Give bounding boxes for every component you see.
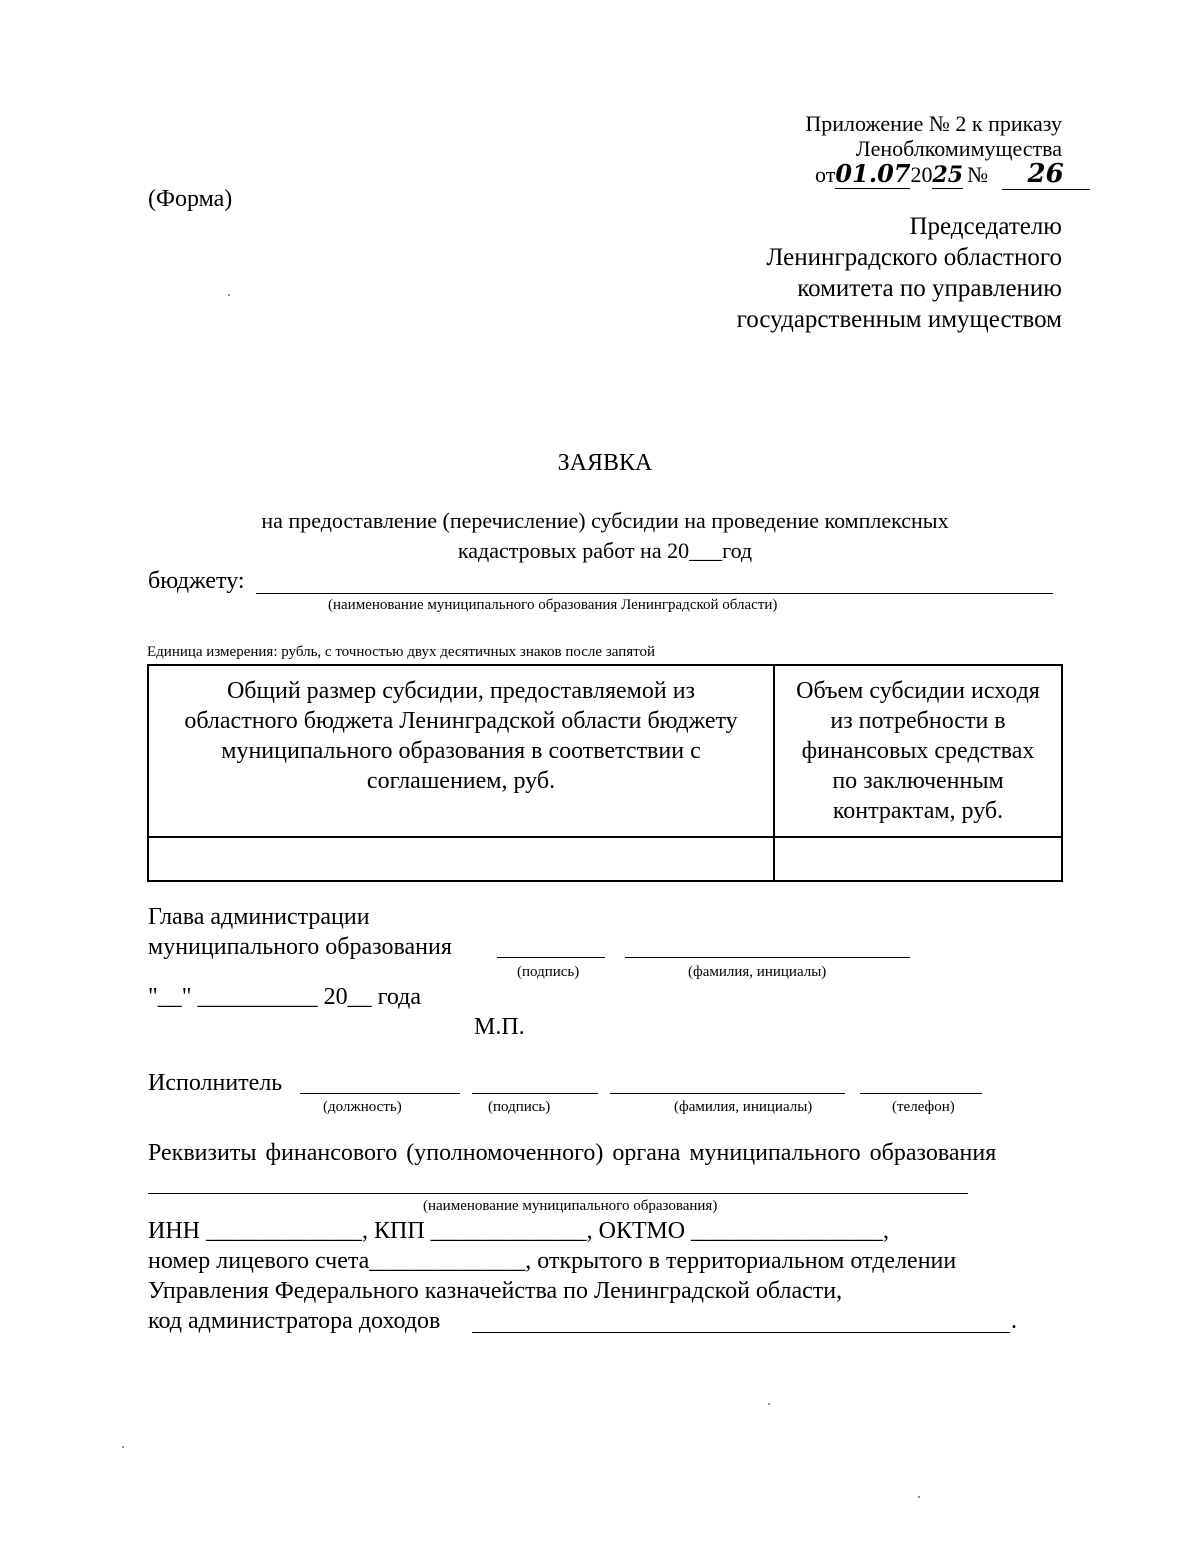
date-prefix: от xyxy=(815,162,836,187)
executor-label: Исполнитель xyxy=(148,1070,283,1096)
executor-position-caption: (должность) xyxy=(323,1099,402,1115)
header-volume-line: Объем субсидии исходя xyxy=(796,678,1040,704)
executor-sign-caption: (подпись) xyxy=(488,1099,551,1115)
scan-speck xyxy=(918,1496,920,1498)
executor-phone-caption: (телефон) xyxy=(892,1099,955,1115)
unit-note: Единица измерения: рубль, с точностью двух десятичных знаков после запятой xyxy=(147,644,656,660)
requisites-mo-line xyxy=(148,1193,968,1194)
scan-speck xyxy=(228,294,230,296)
number-label: № xyxy=(967,162,989,187)
requisites-inn-line: ИНН _____________, КПП _____________, ОКТМО ________________, xyxy=(148,1218,890,1244)
header-total-line: Общий размер субсидии, предоставляемой из xyxy=(226,678,696,704)
document-title: ЗАЯВКА xyxy=(557,450,653,476)
requisites-account-line: номер лицевого счета_____________, открытого в территориальном отделении xyxy=(148,1248,957,1274)
budget-label: бюджету: xyxy=(148,568,245,594)
table-row xyxy=(148,837,1062,881)
header-total-line: муниципального образования в соответствии с xyxy=(221,738,701,764)
appendix-line-2: Леноблкомимущества xyxy=(855,136,1062,161)
executor-sign-line xyxy=(472,1093,598,1094)
head-name-line xyxy=(625,957,910,958)
form-label: (Форма) xyxy=(148,186,233,212)
head-date-line: "__" __________ 20__ года xyxy=(148,984,422,1010)
requisites-admin-code-line xyxy=(472,1332,1010,1333)
header-cell-total xyxy=(148,665,774,837)
value-cell-total xyxy=(148,837,774,881)
header-volume-line: из потребности в xyxy=(830,708,1006,734)
addressee-line-2: Ленинградского областного xyxy=(766,244,1062,271)
appendix-line-1: Приложение № 2 к приказу xyxy=(805,111,1062,136)
head-sign-caption: (подпись) xyxy=(517,964,580,980)
document-subtitle-1: на предоставление (перечисление) субсидии на проведение комплексных xyxy=(261,508,949,533)
appendix-date-row xyxy=(815,159,1090,190)
date-year: 25 xyxy=(932,162,964,188)
date-year-prefix: 20 xyxy=(910,162,933,187)
order-number: 26 xyxy=(1002,159,1090,190)
header-volume-line: контрактам, руб. xyxy=(832,798,1004,824)
stamp-label: М.П. xyxy=(474,1014,525,1040)
requisites-mo-caption: (наименование муниципального образования) xyxy=(423,1198,718,1214)
executor-position-line xyxy=(300,1093,460,1094)
scan-speck xyxy=(768,1403,770,1405)
header-cell-volume xyxy=(774,665,1062,837)
head-sign-line xyxy=(497,957,605,958)
table-header-row xyxy=(148,665,1062,837)
value-cell-volume xyxy=(774,837,1062,881)
requisites-treasury-line: Управления Федерального казначейства по Ленинградской области, xyxy=(148,1278,843,1304)
header-total-line: областного бюджета Ленинградской области бюджету xyxy=(184,708,738,734)
executor-phone-line xyxy=(860,1093,982,1094)
head-line-2: муниципального образования xyxy=(148,934,452,960)
executor-name-caption: (фамилия, инициалы) xyxy=(674,1099,813,1115)
head-name-caption: (фамилия, инициалы) xyxy=(688,964,827,980)
date-day-month: 01.07 xyxy=(835,159,911,188)
requisites-heading: Реквизиты финансового (уполномоченного) органа муниципального образования xyxy=(148,1140,997,1166)
addressee-line-1: Председателю xyxy=(909,213,1062,240)
addressee-line-3: комитета по управлению xyxy=(797,275,1062,302)
header-volume-line: по заключенным xyxy=(832,768,1004,794)
budget-caption: (наименование муниципального образования Ленинградской области) xyxy=(328,597,778,613)
head-line-1: Глава администрации xyxy=(148,904,370,930)
scan-speck xyxy=(122,1446,124,1448)
budget-name-line xyxy=(256,593,1053,594)
header-volume-line: финансовых средствах xyxy=(801,738,1035,764)
requisites-admin-code-label: код администратора доходов xyxy=(148,1308,441,1334)
header-total-line: соглашением, руб. xyxy=(366,768,556,794)
requisites-admin-code-end: . xyxy=(1011,1308,1017,1334)
subsidy-table xyxy=(147,664,1063,882)
document-subtitle-2: кадастровых работ на 20___год xyxy=(457,538,753,563)
addressee-line-4: государственным имуществом xyxy=(736,306,1062,333)
executor-name-line xyxy=(610,1093,845,1094)
